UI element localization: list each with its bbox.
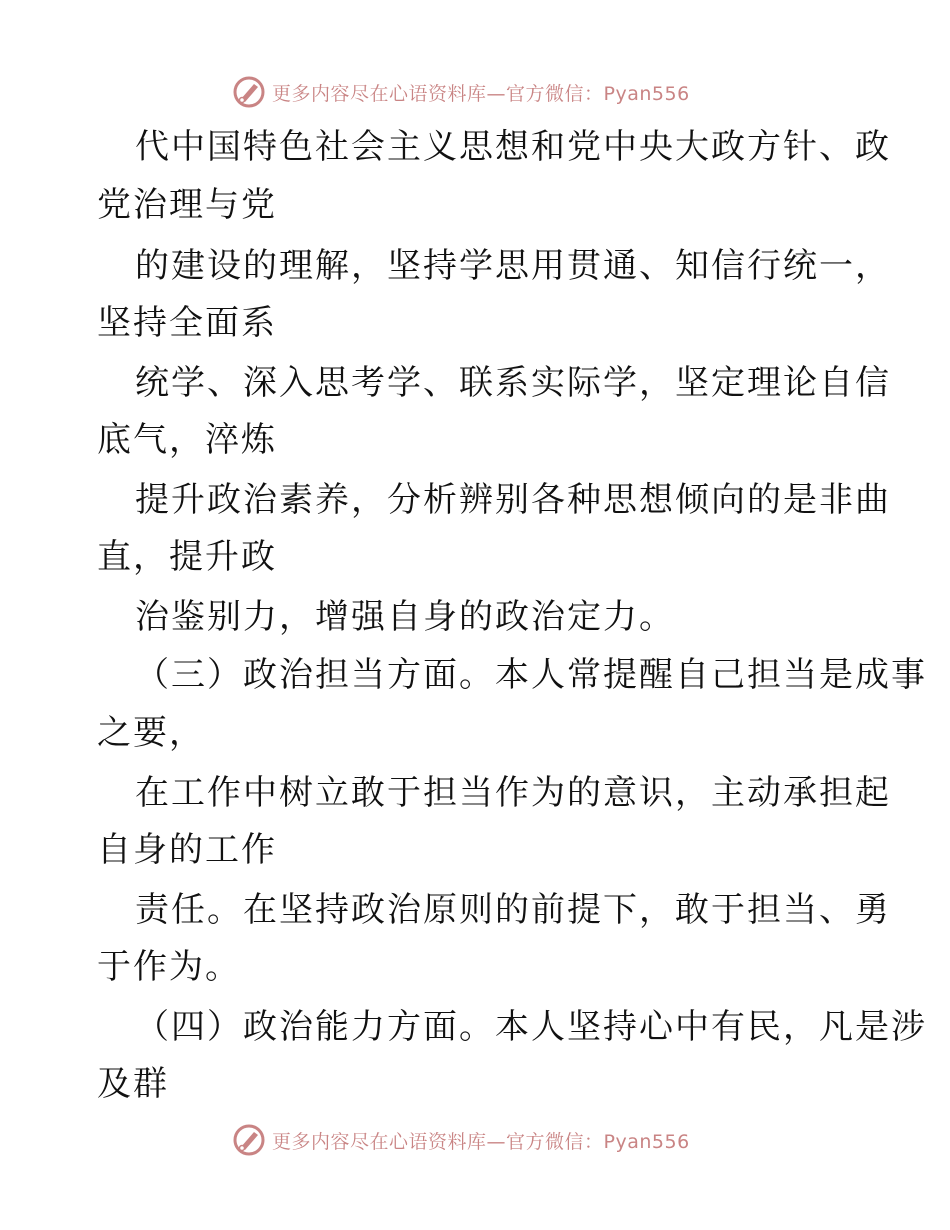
- body-line: 坚持全面系: [97, 303, 277, 343]
- body-line: 及群: [97, 1064, 169, 1104]
- watermark-text: 更多内容尽在心语资料库—官方微信：Pyan556: [272, 1130, 690, 1153]
- watermark-text: 更多内容尽在心语资料库—官方微信：Pyan556: [272, 82, 690, 105]
- pen-logo-icon: [232, 1123, 266, 1157]
- body-line: 党治理与党: [97, 185, 277, 225]
- body-line: 统学、深入思考学、联系实际学，坚定理论自信: [135, 363, 891, 403]
- footer-watermark: [232, 1120, 690, 1160]
- body-line: 于作为。: [97, 947, 241, 987]
- body-line: 直，提升政: [97, 537, 277, 577]
- body-line: 的建设的理解，坚持学思用贯通、知信行统一，: [135, 246, 891, 286]
- body-line: 在工作中树立敢于担当作为的意识，主动承担起: [135, 773, 891, 813]
- body-line: 自身的工作: [97, 830, 277, 870]
- body-line: （三）政治担当方面。本人常提醒自己担当是成事: [135, 655, 927, 695]
- body-line: 代中国特色社会主义思想和党中央大政方针、政: [135, 127, 891, 167]
- body-line: 之要，: [97, 713, 205, 753]
- pen-logo-icon: [232, 75, 266, 109]
- body-line: 责任。在坚持政治原则的前提下，敢于担当、勇: [135, 890, 891, 930]
- body-line: （四）政治能力方面。本人坚持心中有民，凡是涉: [135, 1007, 927, 1047]
- header-watermark: [232, 72, 690, 112]
- body-line: 治鉴别力，增强自身的政治定力。: [135, 597, 675, 637]
- body-line: 提升政治素养，分析辨别各种思想倾向的是非曲: [135, 480, 891, 520]
- body-line: 底气，淬炼: [97, 420, 277, 460]
